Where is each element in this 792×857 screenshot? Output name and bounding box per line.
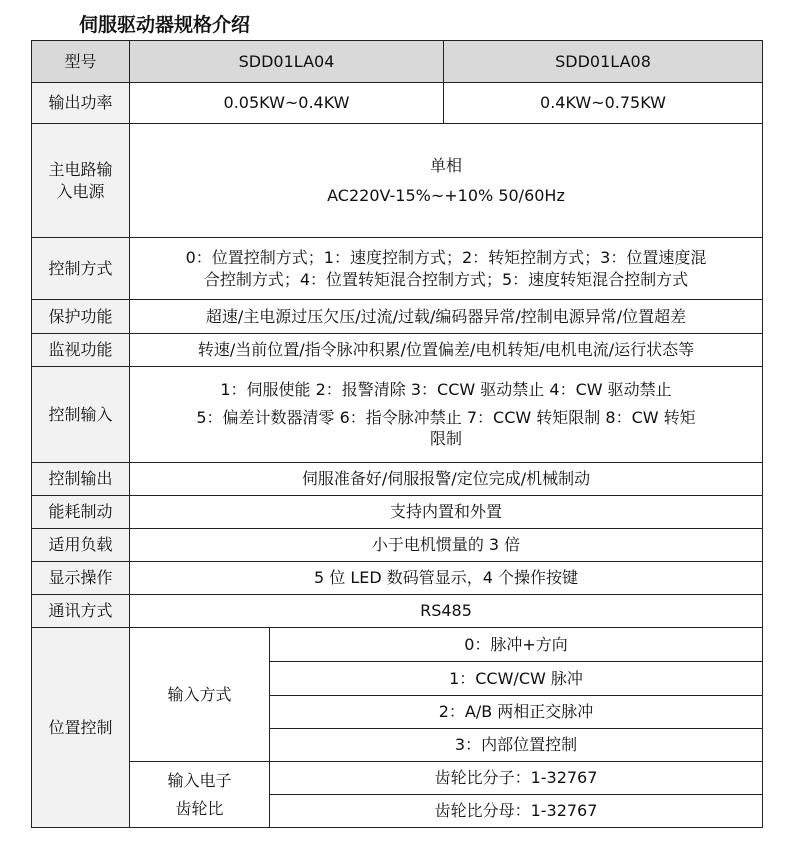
row-label: 适用负载 [32,529,130,562]
control-input-line: 1：伺服使能 2：报警清除 3：CCW 驱动禁止 4：CW 驱动禁止 [220,380,672,400]
row-label-line: 主电路输 [48,159,113,179]
row-label: 显示操作 [32,562,130,595]
input-mode-label: 输入方式 [130,628,270,762]
main-power-value [130,124,763,238]
gear-numerator: 齿轮比分子：1-32767 [270,762,763,795]
row-label: 能耗制动 [32,496,130,529]
row-label: 位置控制 [32,628,130,828]
row-label: 保护功能 [32,300,130,334]
table-row-load [32,529,763,562]
input-mode-item: 1：CCW/CW 脉冲 [270,662,763,696]
control-mode-value [130,238,763,300]
row-label: 控制输入 [32,367,130,463]
header-model-b: SDD01LA08 [444,41,763,83]
page-title: 伺服驱动器规格介绍 [79,14,251,36]
control-output-value: 伺服准备好/伺服报警/定位完成/机械制动 [130,463,763,496]
row-label: 通讯方式 [32,595,130,628]
table-row-control-mode [32,238,763,300]
gear-ratio-label-line: 输入电子 [167,770,232,790]
row-label-line: 入电源 [56,181,105,201]
gear-ratio-label-line: 齿轮比 [175,798,224,818]
protection-value: 超速/主电源过压欠压/过流/过载/编码器异常/控制电源异常/位置超差 [130,300,763,334]
spec-table [31,40,763,828]
table-header-row [32,41,763,83]
table-row-protection [32,300,763,334]
table-row-output-power [32,83,763,124]
table-row-control-input [32,367,763,463]
header-label-cell: 型号 [32,41,130,83]
table-row-position [32,762,763,795]
control-input-value [130,367,763,463]
row-label: 控制方式 [32,238,130,300]
gear-denominator: 齿轮比分母：1-32767 [270,795,763,828]
row-label: 监视功能 [32,334,130,367]
table-row-braking [32,496,763,529]
load-value: 小于电机惯量的 3 倍 [130,529,763,562]
input-mode-item: 2：A/B 两相正交脉冲 [270,696,763,729]
row-label [32,124,130,238]
control-input-line: 限制 [429,429,462,449]
control-input-line: 5：偏差计数器清零 6：指令脉冲禁止 7：CCW 转矩限制 8：CW 转矩 [196,407,696,427]
table-row-monitoring [32,334,763,367]
control-mode-line: 0：位置控制方式；1：速度控制方式；2：转矩控制方式；3：位置速度混 [185,247,707,267]
table-row-display [32,562,763,595]
table-row-comm [32,595,763,628]
header-model-a: SDD01LA04 [130,41,444,83]
output-power-b: 0.4KW~0.75KW [444,83,763,124]
table-row-control-output [32,463,763,496]
input-mode-item: 3：内部位置控制 [270,729,763,762]
input-mode-item: 0：脉冲+方向 [270,628,763,662]
voltage-text: AC220V-15%~+10% 50/60Hz [327,185,565,205]
phase-text: 单相 [429,155,462,175]
display-value: 5 位 LED 数码管显示，4 个操作按键 [130,562,763,595]
control-mode-line: 合控制方式；4：位置转矩混合控制方式；5：速度转矩混合控制方式 [203,269,689,289]
monitoring-value: 转速/当前位置/指令脉冲积累/位置偏差/电机转矩/电机电流/运行状态等 [130,334,763,367]
table-row-position [32,628,763,662]
output-power-a: 0.05KW~0.4KW [130,83,444,124]
row-label: 输出功率 [32,83,130,124]
row-label: 控制输出 [32,463,130,496]
comm-value: RS485 [130,595,763,628]
gear-ratio-label [130,762,270,828]
braking-value: 支持内置和外置 [130,496,763,529]
table-row-main-power [32,124,763,238]
